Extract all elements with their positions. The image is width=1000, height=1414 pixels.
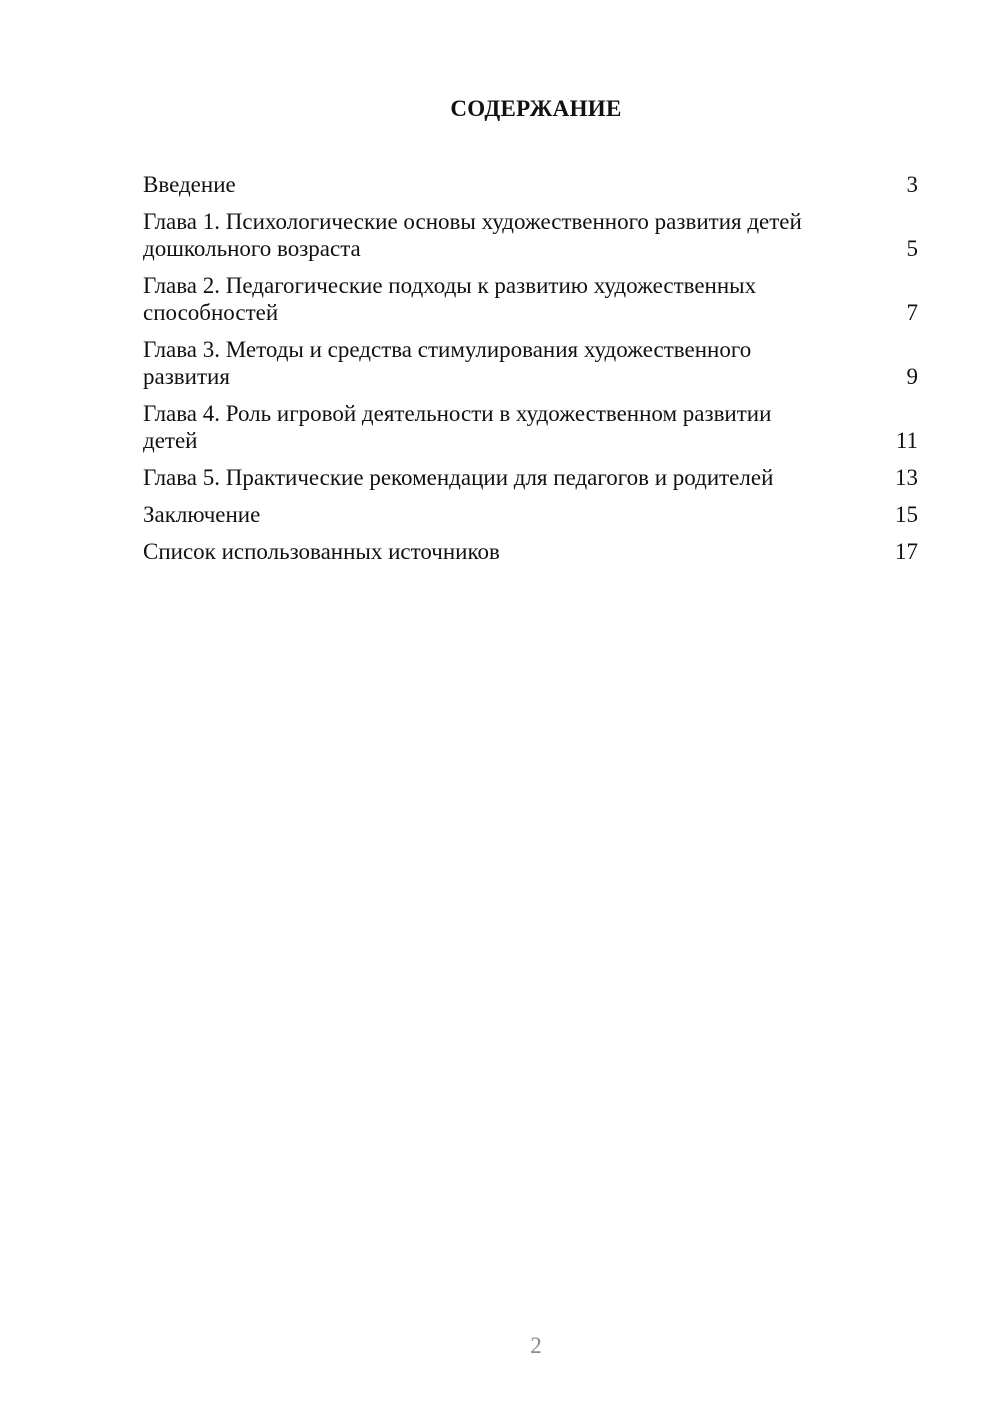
toc-entry-page: 5 bbox=[906, 236, 918, 261]
toc-entry-title: Глава 4. Роль игровой деятельности в художественном развитии детей bbox=[143, 401, 772, 453]
toc-entry-page: 11 bbox=[895, 428, 918, 453]
toc-entry bbox=[143, 171, 918, 198]
page-number: 2 bbox=[530, 1333, 542, 1358]
toc-entry bbox=[143, 208, 918, 262]
toc-entry-page: 15 bbox=[895, 502, 918, 527]
toc-entry-page: 13 bbox=[895, 465, 918, 490]
toc-entry-title: Глава 1. Психологические основы художественного развития детей дошкольного возраста bbox=[143, 209, 802, 261]
toc-entry-title: Введение bbox=[143, 172, 236, 197]
toc-entry-title: Глава 3. Методы и средства стимулирования художественного развития bbox=[143, 337, 752, 389]
toc-entry-title: Глава 2. Педагогические подходы к развитию художественных способностей bbox=[143, 273, 757, 325]
toc-entry-page: 7 bbox=[906, 300, 918, 325]
toc-entry bbox=[143, 464, 918, 491]
toc-entry bbox=[143, 538, 918, 565]
toc-entry-title: Заключение bbox=[143, 502, 261, 527]
toc-entry bbox=[143, 501, 918, 528]
toc-entry-title: Глава 5. Практические рекомендации для педагогов и родителей bbox=[143, 465, 774, 490]
toc-entry-page: 3 bbox=[906, 172, 918, 197]
toc-entry bbox=[143, 400, 918, 454]
toc-entry-title: Список использованных источников bbox=[143, 539, 500, 564]
toc-entry bbox=[143, 272, 918, 326]
table-of-contents bbox=[143, 171, 918, 575]
page-title: СОДЕРЖАНИЕ bbox=[450, 96, 622, 121]
toc-entry-page: 9 bbox=[906, 364, 918, 389]
toc-entry bbox=[143, 336, 918, 390]
toc-entry-page: 17 bbox=[895, 539, 918, 564]
